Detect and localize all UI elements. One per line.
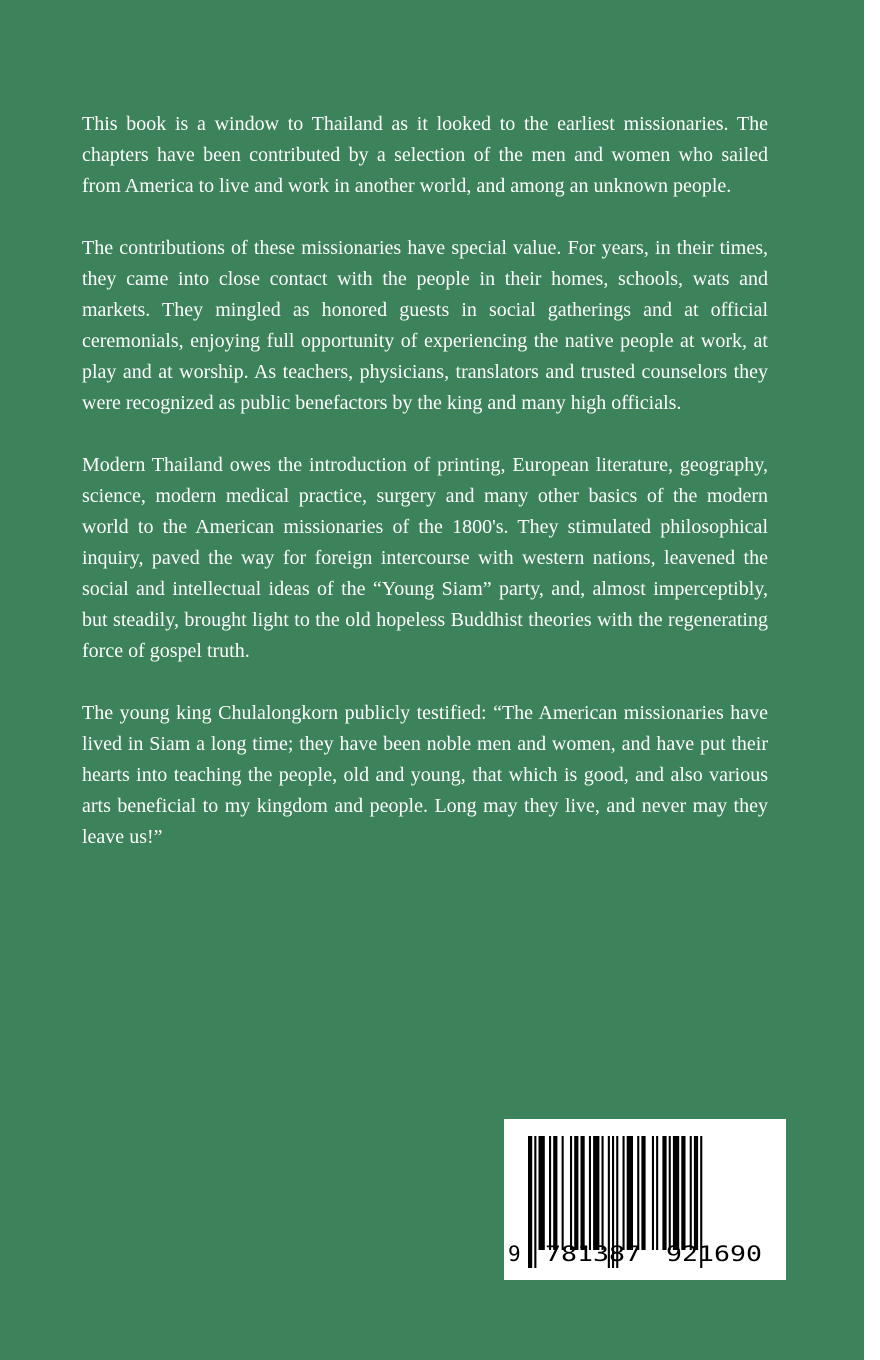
barcode-bar <box>574 1136 578 1250</box>
barcode-bar <box>694 1136 698 1250</box>
barcode-bar <box>637 1136 639 1250</box>
barcode-bar <box>602 1136 604 1250</box>
barcode-bar <box>652 1136 654 1250</box>
barcode-bar <box>669 1136 671 1250</box>
barcode-bar <box>656 1136 658 1250</box>
barcode-bar <box>641 1136 645 1250</box>
barcode-bar <box>570 1136 572 1250</box>
barcode-prefix-digit: 9 <box>508 1242 521 1266</box>
barcode-bar <box>627 1136 633 1250</box>
barcode-bar <box>534 1136 536 1268</box>
barcode-bar <box>589 1136 591 1250</box>
paragraph-king-quote: The young king Chulalongkorn publicly testified: “The American missionaries have lived in Siam a long time; they have been noble men and women, and have put their hearts into teaching the people, old and young, that which is good, and also various arts beneficial to my kingdom and people. Long may they live, and never may they leave us!” <box>82 702 768 848</box>
barcode-bar <box>662 1136 666 1250</box>
paragraph-modern-thailand: Modern Thailand owes the introduction of printing, European literature, geography, science, modern medical practice, surgery and many other basics of the modern world to the American missionaries of the 1800's. They stimulated philosophical inquiry, paved the way for foreign intercourse with western nations, leavened the social and intellectual ideas of the “Young Siam” party, and, almost imperceptibly, but steadily, brought light to the old hopeless Buddhist theories with the regenerating force of gospel truth. <box>82 454 768 662</box>
blurb-text <box>82 109 768 884</box>
barcode-bar <box>528 1136 532 1268</box>
barcode-bar <box>539 1136 545 1250</box>
barcode-bar <box>553 1136 557 1250</box>
barcode-bar <box>690 1136 692 1250</box>
barcode-bar <box>549 1136 551 1250</box>
barcode-left-digits: 781387 <box>545 1242 641 1266</box>
barcode-bar <box>562 1136 564 1250</box>
paragraph-intro: This book is a window to Thailand as it looked to the earliest missionaries. The chapters have been contributed by a selection of the men and women who sailed from America to live and work in another world, and among an unknown people. <box>82 113 768 197</box>
barcode-bar <box>681 1136 685 1250</box>
isbn-barcode <box>504 1119 786 1280</box>
paragraph-contributions: The contributions of these missionaries have special value. For years, in their times, they came into close contact with the people in their homes, schools, wats and markets. They mingled as honored guests in social gatherings and at official ceremonials, enjoying full opportunity of experiencing the native people at work, at play and at worship. As teachers, physicians, translators and trusted counselors they were recognized as public benefactors by the king and many high officials. <box>82 237 768 414</box>
barcode-bar <box>673 1136 679 1250</box>
barcode-bar <box>593 1136 599 1250</box>
barcode-bar <box>623 1136 625 1250</box>
barcode-right-digits: 921690 <box>666 1242 762 1266</box>
barcode-bar <box>581 1136 585 1250</box>
